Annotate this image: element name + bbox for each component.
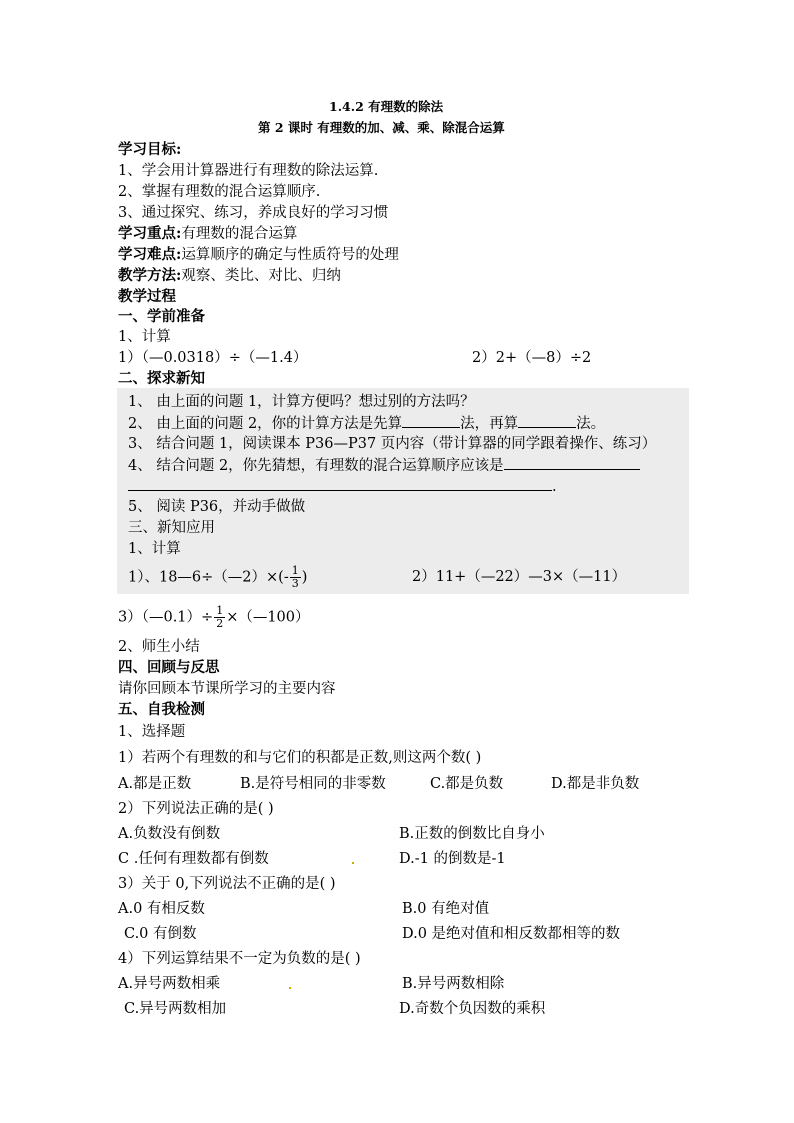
q4-stem: 4）下列运算结果不一定为负数的是( ) (118, 951, 361, 967)
q2-option-d[interactable]: D.-1 的倒数是-1 (399, 851, 506, 867)
fraction (290, 565, 301, 590)
explore-item-4 (128, 455, 640, 476)
section5-sub: 1、选择题 (118, 724, 186, 740)
q2-option-b[interactable]: B.正数的倒数比自身小 (399, 826, 545, 842)
key-point-text: 有理数的混合运算 (181, 226, 298, 242)
key-point (118, 224, 297, 244)
q3-option-a[interactable]: A.0 有相反数 (118, 901, 205, 917)
speck-mark (352, 862, 354, 864)
q1-option-c[interactable]: C.都是负数 (430, 776, 504, 792)
process-heading: 教学过程 (118, 288, 176, 305)
explore-item-2-part-c: 法。 (576, 416, 606, 432)
explore-item-2-part-b: 法，再算 (460, 416, 519, 432)
answer-blank[interactable] (518, 413, 576, 428)
method-label: 教学方法: (118, 267, 182, 284)
section4-heading: 四、回顾与反思 (118, 659, 220, 676)
fraction-denominator: 2 (216, 617, 224, 630)
calc-3 (118, 605, 310, 630)
section1-heading: 一、学前准备 (118, 308, 205, 325)
objectives-heading: 学习目标: (118, 141, 182, 158)
summary: 2、师生小结 (118, 639, 200, 655)
apply-heading: 三、新知应用 (128, 520, 215, 536)
difficulty (118, 245, 399, 265)
q4-option-c[interactable]: C.异号两数相加 (124, 1001, 227, 1017)
fraction-numerator: 1 (216, 604, 224, 617)
answer-blank[interactable] (128, 476, 552, 491)
q3-option-d[interactable]: D.0 是绝对值和相反数都相等的数 (402, 926, 621, 942)
section1-sub: 1、计算 (118, 329, 171, 345)
section4-text: 请你回顾本节课所学习的主要内容 (118, 681, 336, 697)
objective-item-2: 2、掌握有理数的混合运算顺序. (118, 184, 321, 200)
calc-2: 2）11+（—22）—3×（—11） (412, 569, 627, 585)
q2-stem: 2）下列说法正确的是( ) (118, 801, 274, 817)
key-point-label: 学习重点: (118, 225, 182, 242)
section1-q2: 2）2+（—8）÷2 (472, 350, 592, 366)
calc-1 (128, 565, 307, 590)
difficulty-label: 学习难点: (118, 246, 182, 263)
fraction (214, 605, 225, 630)
difficulty-text: 运算顺序的确定与性质符号的处理 (181, 247, 399, 263)
answer-blank[interactable] (504, 455, 640, 470)
explore-item-3: 3、 结合问题 1，阅读课本 P36—P37 页内容（带计算器的同学跟着操作、练习） (128, 436, 657, 452)
objective-item-3: 3、通过探究、练习，养成良好的学习习惯 (118, 205, 389, 221)
q3-option-c[interactable]: C.0 有倒数 (124, 926, 197, 942)
q4-option-b[interactable]: B.异号两数相除 (402, 976, 505, 992)
answer-blank[interactable] (402, 413, 460, 428)
section1-q1: 1）（—0.0318）÷（—1.4） (118, 350, 308, 366)
q1-option-b[interactable]: B.是符号相同的非零数 (240, 776, 386, 792)
fraction-numerator: 1 (291, 564, 299, 577)
q1-option-d[interactable]: D.都是非负数 (551, 776, 640, 792)
calc-1-text: 1）、18—6÷（—2）×(- (128, 569, 289, 586)
page-subtitle: 第 2 课时 有理数的加、减、乘、除混合运算 (258, 120, 505, 135)
calc-3-tail: ×（—100） (226, 609, 310, 626)
page-title: 1.4.2 有理数的除法 (329, 99, 444, 114)
calc-1-close: ) (301, 569, 308, 586)
speck-mark (289, 987, 291, 989)
explore-item-4-text: 4、 结合问题 2，你先猜想，有理数的混合运算顺序应该是 (128, 458, 504, 474)
q3-option-b[interactable]: B.0 有绝对值 (402, 901, 490, 917)
q1-option-a[interactable]: A.都是正数 (118, 776, 192, 792)
section2-heading: 二、探求新知 (118, 370, 205, 387)
explore-item-2-part-a: 2、 由上面的问题 2，你的计算方法是先算 (128, 416, 403, 432)
method-text: 观察、类比、对比、归纳 (181, 268, 341, 284)
q4-option-d[interactable]: D.奇数个负因数的乘积 (399, 1001, 546, 1017)
q2-option-a[interactable]: A.负数没有倒数 (118, 826, 221, 842)
explore-item-4-end: . (552, 479, 557, 495)
calc-3-text: 3）（—0.1）÷ (118, 609, 214, 626)
explore-item-4-continued (128, 476, 557, 497)
q2-option-c[interactable]: C .任何有理数都有倒数 (118, 851, 269, 867)
method (118, 266, 341, 286)
fraction-denominator: 3 (291, 577, 299, 590)
section5-heading: 五、自我检测 (118, 701, 205, 718)
apply-sub: 1、计算 (128, 541, 181, 557)
explore-item-2 (128, 413, 605, 434)
explore-item-5: 5、 阅读 P36，并动手做做 (128, 499, 306, 515)
q1-stem: 1）若两个有理数的和与它们的积都是正数,则这两个数( ) (118, 750, 482, 766)
objective-item-1: 1、学会用计算器进行有理数的除法运算. (118, 163, 379, 179)
explore-item-1: 1、 由上面的问题 1，计算方便吗？想过别的方法吗？ (128, 394, 475, 410)
q4-option-a[interactable]: A.异号两数相乘 (118, 976, 221, 992)
q3-stem: 3）关于 0,下列说法不正确的是( ) (118, 876, 336, 892)
